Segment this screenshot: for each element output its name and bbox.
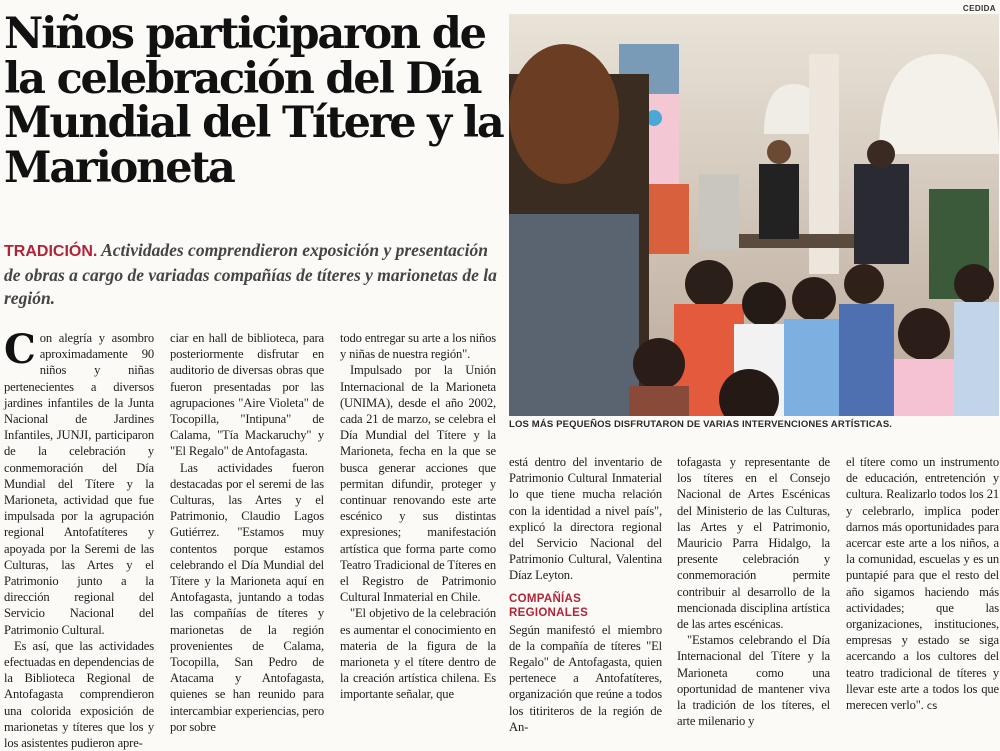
paragraph: Según manifestó el miembro de la compañía de títeres "El Regalo" de Antofagasta, quien pertenece a Antofatíteres, organización que reúne a todos los titiriteros de la región de An- — [509, 622, 662, 734]
photo-illustration — [509, 14, 999, 416]
drop-cap: C — [4, 326, 36, 373]
paragraph: "Estamos celebrando el Día Internacional del Títere y la Marioneta como una oportunidad de mantener viva la tradición de los títeres, el arte milenario y — [677, 633, 830, 729]
headline: Niños participaron de la celebración del Día Mundial del Títere y la Marioneta — [4, 9, 503, 193]
kicker-label: TRADICIÓN. — [4, 243, 98, 260]
lead-paragraph — [4, 326, 154, 638]
article-column-6 — [846, 454, 999, 715]
subheadline — [4, 239, 498, 311]
paragraph: tofagasta y representante de los títeres en el Consejo Nacional de Artes Escénicas del Ministerio de las Culturas, las Artes y el Patrimonio, Mauricio Parra Hidalgo, la presente celebración y conmemoración permite contribuir al desarrollo de la mencionada disciplina artística de las artes escénicas. — [677, 455, 830, 632]
paragraph: Impulsado por la Unión Internacional de la Marioneta (UNIMA), desde el año 2002, cada 21 de marzo, se celebra el Día Mundial del Títere y la Marioneta, fecha en la que se busca generar acciones que permitan difundir, proteger y continuar renovando este arte escénico y sus distintas expresiones; manifestación artística que forma parte como Teatro Tradicional de Títeres en el Registro de Patrimonio Cultural Inmaterial en Chile. — [340, 363, 496, 605]
photo-credit: CEDIDA — [962, 4, 996, 13]
section-heading: COMPAÑÍAS REGIONALES — [509, 592, 589, 619]
paragraph: está dentro del inventario de Patrimonio Cultural Inmaterial lo que tiene mucha relación con la identidad a nivel país", explicó la directora regional del Servicio Nacional del Patrimonio Cultural, Valentina Díaz Leyton. — [509, 455, 662, 583]
paragraph: Las actividades fueron destacadas por el seremi de las Culturas, las Artes y el Patrimonio, Claudio Lagos Gutiérrez. "Estamos muy contentos porque estamos celebrando el Día Mundial del Títere y la Marioneta aquí en Antofagasta, juntando a todas las compañías de títeres y marionetas de la región provenientes de Calama, Tocopilla, San Pedro de Atacama y Antofagasta, quienes se han reunido para intercambiar experiencias, pero por sobre — [170, 460, 324, 734]
subheadline-text: Actividades comprendieron exposición y presentación de obras a cargo de variadas compañías de títeres y marionetas de la región. — [4, 240, 497, 308]
paragraph: Es así, que las actividades efectuadas en dependencias de la Biblioteca Regional de Antofagasta comprendieron una colorida exposición de marionetas y títeres que los y los asistentes pudieron apre- — [4, 638, 154, 751]
paragraph-text: el títere como un instrumento de educación, entretención y cultura. Realizarlo todos los 21 y celebrarlo, implica poder darnos más oportunidades para acercar este arte a los niños, a la comunidad, escuelas y es un puntapié para que el resto del año sigamos haciendo más actividades; que las organizaciones, instituciones, empresas y estado se siga acercando a los cultores del teatro tradicional de títeres y llevar este arte a todos los que merecen verlo". — [846, 455, 999, 713]
paragraph: "El objetivo de la celebración es aumentar el conocimiento en materia de la figura de la marioneta y el títere dentro de la creación artística chilena. Es importante señalar, que — [340, 606, 496, 702]
photo-caption: LOS MÁS PEQUEÑOS DISFRUTARON DE VARIAS INTERVENCIONES ARTÍSTICAS. — [509, 419, 893, 430]
end-mark: cs — [926, 701, 938, 713]
article-column-4 — [509, 454, 662, 735]
paragraph: ciar en hall de biblioteca, para posteriormente disfrutar en auditorio de diversas obras que fueron presentadas por las agrupaciones "Aire Violeta" de Tocopilla, "Intipuna" de Calama, "Tía Mackaruchy" y "El Regalo" de Antofagasta. — [170, 331, 324, 459]
article-column-2 — [170, 330, 324, 735]
article-column-1 — [4, 326, 154, 751]
paragraph — [846, 454, 999, 715]
article-column-3 — [340, 330, 496, 703]
paragraph-text: on alegría y asombro aproximadamente 90 niños y niñas pertenecientes a diversos jardines infantiles de la Junta Nacional de Jardines Infantiles, JUNJI, participaron de la celebración y conmemoración del Día Mundial del Títere y la Marioneta, actividad que fue impulsada por la agrupación regional Antofatíteres y apoyada por la Seremi de las Culturas, las Artes y el Patrimonio junto a la dirección regional del Servicio Nacional del Patrimonio Cultural. — [4, 331, 154, 637]
paragraph: todo entregar su arte a los niños y niñas de nuestra región". — [340, 331, 496, 362]
article-photo — [509, 14, 999, 416]
article-column-5 — [677, 454, 830, 729]
